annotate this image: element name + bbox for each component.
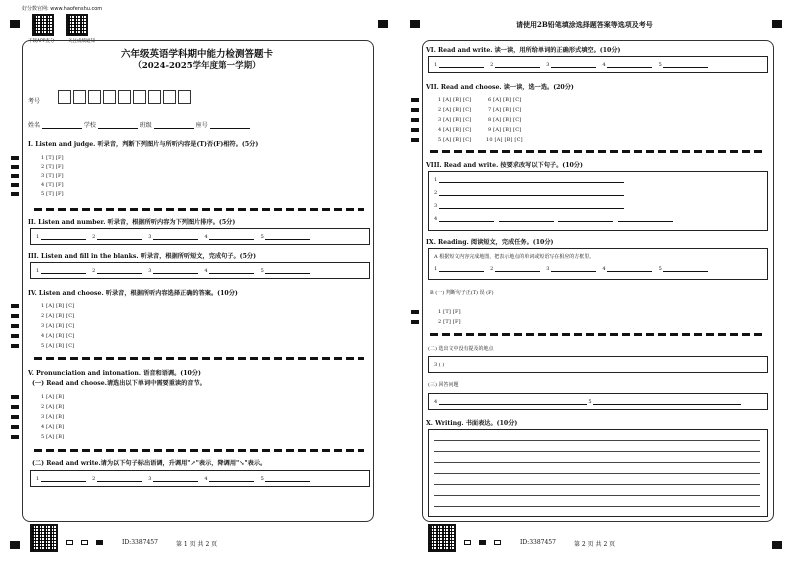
row-marker (11, 334, 19, 338)
choice-row[interactable]: 2 [A] [B] (41, 404, 65, 410)
section-4-title: IV. Listen and choose. 听录音，根据所听内容选择正确的答案。(10分) (28, 290, 238, 297)
cut-line (430, 150, 764, 153)
choice-row[interactable]: 1 [T] [F] (41, 155, 64, 161)
choice-row[interactable]: 5 [A] [B] [C] (41, 343, 75, 349)
section-10-title: X. Writing. 书面表达。(10分) (426, 420, 518, 427)
choice-row[interactable]: 5 [T] [F] (41, 191, 64, 197)
footer-marker (96, 540, 103, 545)
writing-line (434, 473, 760, 474)
answer-blank[interactable] (209, 268, 254, 274)
page-1-qr-code (30, 524, 58, 552)
class-field[interactable] (154, 123, 194, 129)
class-label: 班级 (139, 122, 152, 129)
section-9-b3-title: (三) 回答问题 (428, 382, 459, 388)
section-9-b-title: B (一) 判断句子正(T) 误 (F) (430, 290, 494, 296)
seat-field[interactable] (210, 123, 250, 129)
choice-row[interactable]: 8 [A] [B] [C] (488, 117, 522, 123)
answer-blank[interactable] (663, 266, 708, 272)
answer-blank[interactable] (618, 216, 673, 222)
choice-row[interactable]: 1 [A] [B] (41, 394, 65, 400)
row-marker (411, 320, 419, 324)
exam-no-cell[interactable] (178, 90, 191, 104)
choice-row[interactable]: 1 [A] [B] [C] (438, 97, 472, 103)
exam-no-label: 考号 (28, 98, 41, 105)
writing-line (434, 462, 760, 463)
choice-row[interactable]: 1 [A] [B] [C] (41, 303, 75, 309)
section-5-sub2: (二) Read and write.请为以下句子标出语调，升调用"↗"表示，降调用"↘"表示。 (32, 460, 267, 467)
download-qr-code (32, 14, 54, 36)
footer-marker (479, 540, 486, 545)
writing-line (434, 506, 760, 507)
rewrite-line-3: 3 (434, 203, 624, 209)
writing-line (434, 495, 760, 496)
exam-no-cell[interactable] (103, 90, 116, 104)
cut-line (430, 333, 764, 336)
section-3-title: III. Listen and fill in the blanks. 听录音，根据所听短文，完成句子。(5分) (28, 253, 257, 260)
section-5-blanks: 1 2 3 4 5 (36, 476, 310, 482)
row-marker (11, 395, 19, 399)
choice-row[interactable]: 3 [T] [F] (41, 173, 64, 179)
section-9-b3-blanks: 4 5 (434, 399, 741, 405)
exam-no-cell[interactable] (163, 90, 176, 104)
choice-row[interactable]: 9 [A] [B] [C] (488, 127, 522, 133)
section-9-b2-box (428, 356, 768, 373)
exam-no-cell[interactable] (148, 90, 161, 104)
choice-row[interactable]: 10 [A] [B] [C] (486, 137, 523, 143)
exam-no-cell[interactable] (133, 90, 146, 104)
answer-blank[interactable] (551, 266, 596, 272)
section-5-sub1: (一) Read and choose.请选出以下单词中需要重读的音节。 (32, 380, 206, 387)
answer-blank[interactable] (593, 399, 741, 405)
answer-blank[interactable] (495, 62, 540, 68)
row-marker (11, 156, 19, 160)
section-8-title: VIII. Read and write. 按要求改写以下句子。(10分) (426, 162, 583, 169)
answer-blank[interactable] (439, 203, 624, 209)
corner-marker (410, 20, 420, 28)
student-info-row (28, 120, 250, 129)
answer-blank[interactable] (499, 216, 554, 222)
answer-blank[interactable] (97, 476, 142, 482)
row-marker (11, 344, 19, 348)
answer-blank[interactable] (439, 266, 484, 272)
corner-marker (772, 541, 782, 549)
row-marker (411, 118, 419, 122)
answer-blank[interactable] (153, 234, 198, 240)
site-url: 好分数官网: www.haofenshu.com (22, 6, 103, 12)
row-marker (411, 310, 419, 314)
section-9-a-blanks: 1 2 3 4 5 (434, 266, 708, 272)
choice-row[interactable]: 2 [T] [F] (438, 319, 461, 325)
section-6-blanks: 1 2 3 4 5 (434, 62, 708, 68)
answer-blank[interactable] (97, 234, 142, 240)
page-subtitle: （2024-2025学年度第一学期） (133, 61, 261, 71)
page-title: 六年级英语学科期中能力检测答题卡 (120, 49, 273, 60)
fill-notice: 请使用2B铅笔填涂选择题答案等选项及考号 (516, 20, 653, 29)
answer-blank[interactable] (153, 476, 198, 482)
choice-row[interactable]: 2 [A] [B] [C] (41, 313, 75, 319)
school-label: 学校 (83, 122, 96, 129)
answer-blank[interactable] (41, 268, 86, 274)
rewrite-line-4: 4 (434, 216, 673, 222)
section-9-a-instruction: A 根据短文内容完成地图，把表示地点的单词或短语写在相应的方框里。 (434, 254, 595, 260)
notice-qr-code (66, 14, 88, 36)
cut-line (34, 449, 364, 452)
qr2-label: 关注成绩通知 (68, 39, 95, 44)
choice-row[interactable]: 1 [T] [F] (438, 309, 461, 315)
exam-no-cell[interactable] (118, 90, 131, 104)
corner-marker (10, 20, 20, 28)
qr1-label: 下载APP查分 (28, 39, 55, 44)
row-marker (11, 192, 19, 196)
answer-blank[interactable] (558, 216, 613, 222)
choice-row[interactable]: 7 [A] [B] [C] (488, 107, 522, 113)
row-marker (411, 128, 419, 132)
row-marker (11, 415, 19, 419)
answer-blank[interactable] (41, 476, 86, 482)
page-2-qr-code (428, 524, 456, 552)
row-marker (11, 324, 19, 328)
cut-line (34, 208, 364, 211)
choice-row[interactable]: 4 [A] [B] [C] (41, 333, 75, 339)
page-number: 第 1 页 共 2 页 (176, 541, 218, 548)
answer-blank[interactable] (265, 268, 310, 274)
row-marker (411, 98, 419, 102)
row-marker (11, 314, 19, 318)
rewrite-line-2: 2 (434, 190, 624, 196)
corner-marker (772, 20, 782, 28)
choice-row[interactable]: 3 [A] [B] (41, 414, 65, 420)
answer-blank[interactable] (439, 177, 624, 183)
section-1-title: I. Listen and judge. 听录音，判断下列图片与所听内容是(T)否(F)相符。(5分) (28, 141, 259, 148)
row-marker (11, 183, 19, 187)
section-2-title: II. Listen and number. 听录音，根据所听内容为下列图片排序。(5分) (28, 219, 236, 226)
corner-marker (10, 541, 20, 549)
section-7-title: VII. Read and choose. 读一读，选一选。(20分) (426, 84, 574, 91)
sheet-id: ID:3387457 (122, 539, 158, 546)
writing-line (434, 451, 760, 452)
page-number: 第 2 页 共 2 页 (574, 541, 616, 548)
row-marker (11, 405, 19, 409)
exam-no-cell[interactable] (58, 90, 71, 104)
exam-no-cell[interactable] (73, 90, 86, 104)
section-9-b2-title: (二) 选出文中没有提及的地点 (428, 346, 494, 352)
sheet-id: ID:3387457 (520, 539, 556, 546)
section-2-blanks: 1 2 3 4 5 (36, 234, 310, 240)
answer-blank[interactable] (439, 399, 587, 405)
section-9-title: IX. Reading. 阅读短文，完成任务。(10分) (426, 239, 554, 246)
name-field[interactable] (42, 123, 82, 129)
row-marker (11, 304, 19, 308)
choice-row[interactable]: 4 [A] [B] [C] (438, 127, 472, 133)
rewrite-line-1: 1 (434, 177, 624, 183)
row-marker (11, 435, 19, 439)
choice-row[interactable]: 6 [A] [B] [C] (488, 97, 522, 103)
section-5-title: V. Pronunciation and intonation. 语音和语调。(10分) (28, 370, 201, 377)
footer-marker (464, 540, 471, 545)
answer-blank[interactable] (439, 62, 484, 68)
choice-row[interactable]: 3 [A] [B] [C] (438, 117, 472, 123)
choice-row[interactable]: 2 [A] [B] [C] (438, 107, 472, 113)
writing-line (434, 440, 760, 441)
school-field[interactable] (98, 123, 138, 129)
corner-marker (378, 20, 388, 28)
section-6-title: VI. Read and write. 读一读，用所给单词的正确形式填空。(10分) (426, 47, 621, 54)
choice-row[interactable]: 3 [A] [B] [C] (41, 323, 75, 329)
row-marker (411, 138, 419, 142)
footer-marker (66, 540, 73, 545)
answer-blank[interactable] (495, 266, 540, 272)
answer-blank[interactable] (607, 62, 652, 68)
answer-blank[interactable] (97, 268, 142, 274)
answer-blank[interactable] (265, 234, 310, 240)
cut-line (34, 357, 364, 360)
choice-row[interactable]: 4 [A] [B] (41, 424, 65, 430)
exam-no-cell[interactable] (88, 90, 101, 104)
row-marker (11, 174, 19, 178)
section-3-blanks: 1 2 3 4 5 (36, 268, 310, 274)
footer-marker (81, 540, 88, 545)
answer-blank[interactable] (663, 62, 708, 68)
answer-blank[interactable] (209, 234, 254, 240)
row-marker (11, 425, 19, 429)
seat-label: 座号 (195, 122, 208, 129)
answer-blank[interactable] (607, 266, 652, 272)
writing-line (434, 484, 760, 485)
footer-marker (494, 540, 501, 545)
choice-row[interactable]: 5 [A] [B] [C] (438, 137, 472, 143)
answer-blank[interactable] (41, 234, 86, 240)
answer-blank[interactable] (439, 190, 624, 196)
choice-row[interactable]: 4 [T] [F] (41, 182, 64, 188)
row-marker (411, 108, 419, 112)
answer-blank[interactable] (551, 62, 596, 68)
choice-row[interactable]: 2 [T] [F] (41, 164, 64, 170)
section-9-b2-item[interactable]: 3 ( ) (434, 362, 445, 368)
answer-blank[interactable] (439, 216, 494, 222)
answer-blank[interactable] (265, 476, 310, 482)
row-marker (11, 165, 19, 169)
choice-row[interactable]: 5 [A] [B] (41, 434, 65, 440)
name-label: 姓名 (28, 122, 41, 129)
answer-blank[interactable] (209, 476, 254, 482)
answer-blank[interactable] (153, 268, 198, 274)
